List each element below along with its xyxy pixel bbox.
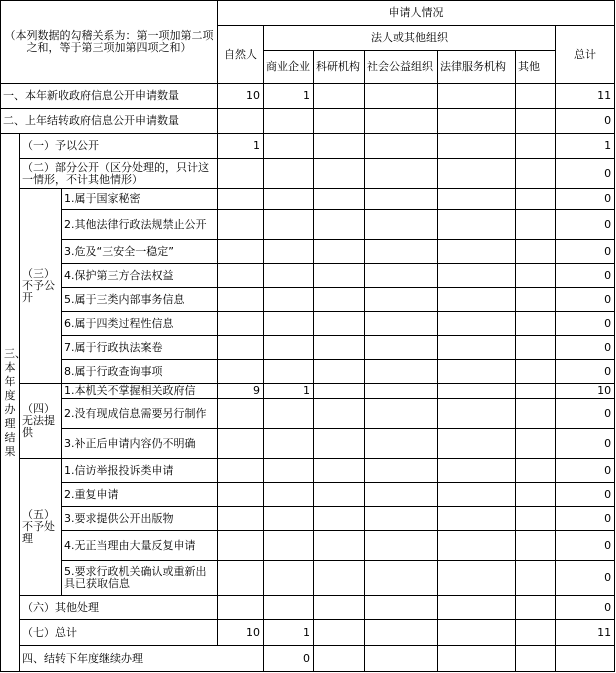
value-cell-public-welfare (365, 596, 438, 620)
table-row (1, 596, 615, 620)
value-cell-legal-service (438, 240, 516, 264)
value-cell-natural-person (218, 483, 264, 507)
col-header-public-welfare: 社会公益组织 (365, 51, 438, 84)
value-cell-other (516, 288, 556, 312)
value-cell-total: 0 (556, 507, 615, 531)
legal-persons-header: 法人或其他组织 (264, 26, 556, 51)
row-label: 7.属于行政执法案卷 (62, 336, 218, 360)
value-cell-public-welfare (365, 210, 438, 240)
applicant-situation-header: 申请人情况 (218, 1, 615, 26)
value-cell-public-welfare (365, 620, 438, 646)
row-label: 3.要求提供公开出版物 (62, 507, 218, 531)
table-row (1, 531, 615, 561)
value-cell-natural-person (218, 109, 264, 134)
value-cell-research (314, 109, 365, 134)
value-cell-public-welfare (365, 459, 438, 483)
value-cell-natural-person (218, 459, 264, 483)
value-cell-legal-service (438, 189, 516, 210)
value-cell-business (264, 134, 314, 159)
table-row (1, 459, 615, 483)
col-header-other: 其他 (516, 51, 556, 84)
value-cell-legal-service (438, 384, 516, 399)
value-cell-total: 11 (556, 620, 615, 646)
section-three-text: 三、本年度办理结果 (4, 346, 26, 458)
table-row (1, 646, 615, 672)
col-header-research: 科研机构 (314, 51, 365, 84)
value-cell-legal-service (516, 646, 556, 672)
value-cell-public-welfare (365, 159, 438, 189)
value-cell-legal-service (438, 429, 516, 459)
row-label: 四、结转下年度继续办理 (20, 646, 264, 672)
value-cell-natural-person (218, 360, 264, 384)
value-cell-other (516, 561, 556, 596)
value-cell-public-welfare (365, 84, 438, 109)
value-cell-business (264, 399, 314, 429)
value-cell-business (264, 596, 314, 620)
row-label: 5.属于三类内部事务信息 (62, 288, 218, 312)
value-cell-other (516, 531, 556, 561)
value-cell-total: 0 (556, 483, 615, 507)
value-cell-research (314, 531, 365, 561)
value-cell-natural-person (218, 189, 264, 210)
row-label: 3.补正后申请内容仍不明确 (62, 429, 218, 459)
table-row (1, 288, 615, 312)
value-cell-natural-person (218, 561, 264, 596)
col-header-business: 商业企业 (264, 51, 314, 84)
value-cell-research (314, 312, 365, 336)
value-cell-total: 10 (556, 384, 615, 399)
value-cell-other (516, 483, 556, 507)
value-cell-research (314, 84, 365, 109)
value-cell-public-welfare (365, 336, 438, 360)
value-cell-research (314, 159, 365, 189)
value-cell-research (314, 596, 365, 620)
value-cell-business (264, 507, 314, 531)
row-label: 5.要求行政机关确认或重新出具已获取信息 (62, 561, 218, 596)
value-cell-research (314, 210, 365, 240)
value-cell-other (516, 399, 556, 429)
table-row (1, 384, 615, 399)
value-cell-natural-person (218, 399, 264, 429)
value-cell-natural-person: 1 (218, 134, 264, 159)
value-cell-research (314, 384, 365, 399)
value-cell-other (516, 240, 556, 264)
table-row (1, 336, 615, 360)
value-cell-research (314, 240, 365, 264)
value-cell-research (314, 360, 365, 384)
value-cell-legal-service (438, 459, 516, 483)
value-cell-business (264, 429, 314, 459)
value-cell-natural-person (218, 312, 264, 336)
table-row (1, 159, 615, 189)
value-cell-legal-service (438, 360, 516, 384)
value-cell-public-welfare (365, 312, 438, 336)
col-header-legal-service: 法律服务机构 (438, 51, 516, 84)
value-cell-natural-person: 0 (264, 646, 314, 672)
value-cell-research (314, 507, 365, 531)
row-label: 2.其他法律行政法规禁止公开 (62, 210, 218, 240)
value-cell-public-welfare (365, 483, 438, 507)
value-cell-legal-service (438, 507, 516, 531)
value-cell-natural-person (218, 596, 264, 620)
value-cell-other (516, 109, 556, 134)
value-cell-research (314, 561, 365, 596)
table-row (1, 109, 615, 134)
value-cell-other (516, 189, 556, 210)
group-label-unable-to-provide: （四）无法提供 (20, 384, 62, 459)
value-cell-other (516, 84, 556, 109)
value-cell-research (314, 429, 365, 459)
value-cell-legal-service (438, 620, 516, 646)
value-cell-legal-service (438, 336, 516, 360)
value-cell-business (264, 288, 314, 312)
value-cell-other (516, 620, 556, 646)
table-row (1, 312, 615, 336)
value-cell-research (314, 189, 365, 210)
value-cell-natural-person: 9 (218, 384, 264, 399)
value-cell-legal-service (438, 312, 516, 336)
value-cell-public-welfare (365, 360, 438, 384)
value-cell-total: 0 (556, 336, 615, 360)
value-cell-business (264, 561, 314, 596)
value-cell-other (556, 646, 615, 672)
value-cell-other (516, 210, 556, 240)
table-row (1, 240, 615, 264)
value-cell-legal-service (438, 264, 516, 288)
value-cell-business (264, 210, 314, 240)
table-row (1, 84, 615, 109)
value-cell-legal-service (438, 399, 516, 429)
value-cell-other (516, 159, 556, 189)
value-cell-natural-person (218, 336, 264, 360)
value-cell-legal-service (438, 134, 516, 159)
value-cell-total: 0 (556, 399, 615, 429)
table-row (1, 134, 615, 159)
value-cell-public-welfare (365, 429, 438, 459)
value-cell-business (264, 312, 314, 336)
table-row (1, 210, 615, 240)
value-cell-other (516, 596, 556, 620)
value-cell-total: 11 (556, 84, 615, 109)
value-cell-public-welfare (365, 240, 438, 264)
value-cell-other (516, 336, 556, 360)
value-cell-natural-person (218, 531, 264, 561)
table-row (1, 360, 615, 384)
row-label: 1.属于国家秘密 (62, 189, 218, 210)
value-cell-other (516, 429, 556, 459)
value-cell-natural-person (218, 288, 264, 312)
table-row (1, 399, 615, 429)
value-cell-total: 0 (556, 459, 615, 483)
value-cell-business (264, 240, 314, 264)
value-cell-business (314, 646, 365, 672)
value-cell-research (314, 288, 365, 312)
group-label-not-processed: （五）不予处理 (20, 459, 62, 596)
value-cell-legal-service (438, 210, 516, 240)
value-cell-total: 0 (556, 312, 615, 336)
value-cell-public-welfare (365, 134, 438, 159)
value-cell-other (516, 360, 556, 384)
value-cell-business (264, 189, 314, 210)
table-row (1, 483, 615, 507)
value-cell-business (264, 264, 314, 288)
value-cell-total: 0 (556, 360, 615, 384)
value-cell-other (516, 384, 556, 399)
row-label: 3.危及“三安全一稳定” (62, 240, 218, 264)
value-cell-research (314, 134, 365, 159)
value-cell-total: 0 (556, 109, 615, 134)
value-cell-other (516, 507, 556, 531)
value-cell-research (314, 336, 365, 360)
row-label: 2.没有现成信息需要另行制作 (62, 399, 218, 429)
value-cell-public-welfare (365, 109, 438, 134)
value-cell-research (314, 264, 365, 288)
value-cell-other (516, 312, 556, 336)
value-cell-legal-service (438, 596, 516, 620)
value-cell-business: 1 (264, 620, 314, 646)
row-label: （一）予以公开 (20, 134, 218, 159)
value-cell-total: 0 (556, 531, 615, 561)
natural-person-header: 自然人 (218, 26, 264, 84)
table-row (1, 264, 615, 288)
value-cell-business: 1 (264, 384, 314, 399)
table-row (1, 507, 615, 531)
value-cell-public-welfare (365, 507, 438, 531)
value-cell-total: 1 (556, 134, 615, 159)
row-label: 8.属于行政查询事项 (62, 360, 218, 384)
value-cell-legal-service (438, 109, 516, 134)
row-label: 6.属于四类过程性信息 (62, 312, 218, 336)
value-cell-public-welfare (365, 399, 438, 429)
value-cell-business (264, 159, 314, 189)
value-cell-legal-service (438, 483, 516, 507)
value-cell-research (365, 646, 438, 672)
table-row (1, 620, 615, 646)
row-label: 二、上年结转政府信息公开申请数量 (1, 109, 218, 134)
value-cell-public-welfare (438, 646, 516, 672)
value-cell-natural-person (218, 159, 264, 189)
value-cell-natural-person (218, 210, 264, 240)
value-cell-business (264, 360, 314, 384)
value-cell-business (264, 459, 314, 483)
value-cell-other (516, 264, 556, 288)
value-cell-natural-person: 10 (218, 620, 264, 646)
value-cell-natural-person: 10 (218, 84, 264, 109)
row-label: （二）部分公开（区分处理的，只计这一情形，不计其他情形） (20, 159, 218, 189)
value-cell-total: 0 (556, 159, 615, 189)
value-cell-other (516, 459, 556, 483)
value-cell-total: 0 (556, 240, 615, 264)
row-label: 2.重复申请 (62, 483, 218, 507)
value-cell-public-welfare (365, 561, 438, 596)
row-label: 4.保护第三方合法权益 (62, 264, 218, 288)
value-cell-business (264, 109, 314, 134)
value-cell-natural-person (218, 507, 264, 531)
value-cell-total: 0 (556, 210, 615, 240)
table-row (1, 561, 615, 596)
value-cell-business (264, 531, 314, 561)
value-cell-total: 0 (556, 561, 615, 596)
table-row (1, 429, 615, 459)
value-cell-legal-service (438, 288, 516, 312)
value-cell-natural-person (218, 429, 264, 459)
value-cell-public-welfare (365, 189, 438, 210)
group-label-not-disclosed: （三）不予公开 (20, 189, 62, 384)
value-cell-public-welfare (365, 384, 438, 399)
section-three-label (1, 134, 26, 672)
value-cell-public-welfare (365, 288, 438, 312)
row-label: 一、本年新收政府信息公开申请数量 (1, 84, 218, 109)
value-cell-business (264, 336, 314, 360)
table-row (1, 189, 615, 210)
value-cell-research (314, 399, 365, 429)
row-label: （六）其他处理 (20, 596, 218, 620)
value-cell-total: 0 (556, 429, 615, 459)
total-header: 总计 (556, 26, 615, 84)
value-cell-public-welfare (365, 264, 438, 288)
row-label: 4.无正当理由大量反复申请 (62, 531, 218, 561)
row-label: 1.本机关不掌握相关政府信 (62, 384, 218, 399)
value-cell-natural-person (218, 264, 264, 288)
value-cell-legal-service (438, 531, 516, 561)
value-cell-research (314, 459, 365, 483)
value-cell-legal-service (438, 159, 516, 189)
value-cell-total: 0 (556, 288, 615, 312)
value-cell-legal-service (438, 561, 516, 596)
value-cell-other (516, 134, 556, 159)
row-label: 1.信访举报投诉类申请 (62, 459, 218, 483)
header-note: （本列数据的勾稽关系为：第一项加第二项之和，等于第三项加第四项之和） (1, 1, 218, 84)
value-cell-total: 0 (556, 189, 615, 210)
value-cell-legal-service (438, 84, 516, 109)
value-cell-total: 0 (556, 264, 615, 288)
value-cell-research (314, 483, 365, 507)
value-cell-natural-person (218, 240, 264, 264)
value-cell-research (314, 620, 365, 646)
value-cell-total: 0 (556, 596, 615, 620)
value-cell-public-welfare (365, 531, 438, 561)
value-cell-business: 1 (264, 84, 314, 109)
row-label: （七）总计 (20, 620, 218, 646)
value-cell-business (264, 483, 314, 507)
